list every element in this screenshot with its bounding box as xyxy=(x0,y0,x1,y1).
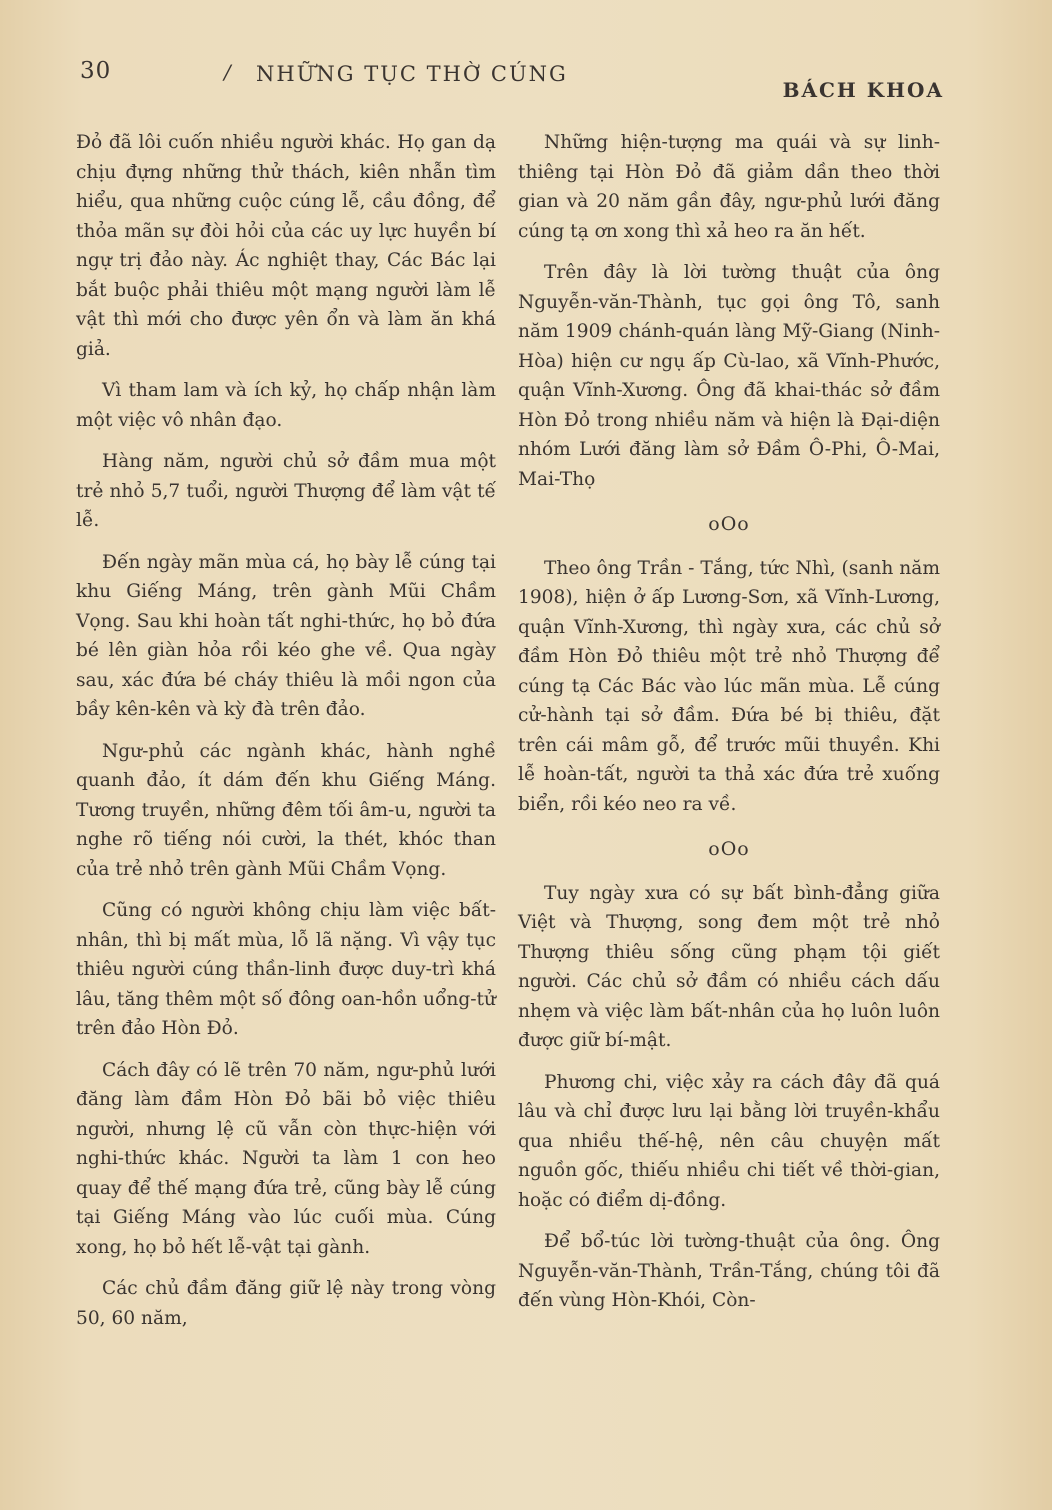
paragraph: Tuy ngày xưa có sự bất bình-đẳng giữa Việt và Thượng, song đem một trẻ nhỏ Thượng thiêu sống cũng phạm tội giết người. Các chủ sở đầm có nhiều cách dấu nhẹm và việc làm bất-nhân của họ luôn luôn được giữ bí-mật. xyxy=(518,882,940,1051)
paragraph: Theo ông Trần - Tắng, tức Nhì, (sanh năm 1908), hiện ở ấp Lương-Sơn, xã Vĩnh-Lương, quận Vĩnh-Xương, thì ngày xưa, các chủ sở đầm Hòn Đỏ thiêu một trẻ nhỏ Thượng để cúng tạ Các Bác vào lúc mãn mùa. Lễ cúng cử-hành tại sở đầm. Đứa bé bị thiêu, đặt trên cái mâm gỗ, để trước mũi thuyền. Khi lễ hoàn-tất, người ta thả xác đứa trẻ xuống biển, rồi kéo neo ra về. xyxy=(518,557,940,815)
right-column xyxy=(518,128,940,1328)
paragraph: Cách đây có lẽ trên 70 năm, ngư-phủ lưới đăng làm đầm Hòn Đỏ bãi bỏ việc thiêu người, nhưng lệ cũ vẫn còn thực-hiện với nghi-thức khác. Người ta làm 1 con heo quay để thế mạng đứa trẻ, cũng bày lễ cúng tại Giếng Máng vào lúc cuối mùa. Cúng xong, họ bỏ hết lễ-vật tại gành. xyxy=(76,1059,496,1258)
paragraph: Các chủ đầm đăng giữ lệ này trong vòng 50, 60 năm, xyxy=(76,1278,496,1329)
paragraph: Trên đây là lời tường thuật của ông Nguyễn-văn-Thành, tục gọi ông Tô, sanh năm 1909 chánh-quán làng Mỹ-Giang (Ninh-Hòa) hiện cư ngụ ấp Cù-lao, xã Vĩnh-Phước, quận Vĩnh-Xương. Ông đã khai-thác sở đầm Hòn Đỏ trong nhiều năm và hiện là Đại-diện nhóm Lưới đăng làm sở Đầm Ô-Phi, Ô-Mai, Mai-Thọ xyxy=(518,262,940,490)
paragraph: Những hiện-tượng ma quái và sự linh-thiêng tại Hòn Đỏ đã giảm dần theo thời gian và 20 năm gần đây, ngư-phủ lưới đăng cúng tạ ơn xong thì xả heo ra ăn hết. xyxy=(518,132,940,242)
paragraph: Phương chi, việc xảy ra cách đây đã quá lâu và chỉ được lưu lại bằng lời truyền-khẩu qua nhiều thế-hệ, nên câu chuyện mất nguồn gốc, thiếu nhiều chi tiết về thời-gian, hoặc có điểm dị-đồng. xyxy=(518,1071,940,1211)
page-number: 30 xyxy=(80,58,112,84)
section-separator: oOo xyxy=(708,838,750,860)
paragraph: Ngư-phủ các ngành khác, hành nghề quanh đảo, ít dám đến khu Giếng Máng. Tương truyền, những đêm tối âm-u, người ta nghe rõ tiếng nói cười, la thét, khóc than của trẻ nhỏ trên gành Mũi Chầm Vọng. xyxy=(76,740,496,880)
paragraph: Cũng có người không chịu làm việc bất-nhân, thì bị mất mùa, lỗ lã nặng. Vì vậy tục thiêu người cúng thần-linh được duy-trì khá lâu, tăng thêm một số đông oan-hồn uổng-tử trên đảo Hòn Đỏ. xyxy=(76,900,496,1039)
paragraph: Đến ngày mãn mùa cá, họ bày lễ cúng tại khu Giếng Máng, trên gành Mũi Chầm Vọng. Sau khi hoàn tất nghi-thức, họ bỏ đứa bé lên giàn hỏa rồi kéo ghe về. Qua ngày sau, xác đứa bé cháy thiêu là mồi ngon của bầy kên-kên và kỳ đà trên đảo. xyxy=(76,551,496,720)
paragraph: Để bổ-túc lời tường-thuật của ông. Ông Nguyễn-văn-Thành, Trần-Tắng, chúng tôi đã đến vùng Hòn-Khói, Còn- xyxy=(518,1231,940,1311)
left-column xyxy=(76,128,496,1345)
page-header xyxy=(78,58,948,102)
paragraph: Vì tham lam và ích kỷ, họ chấp nhận làm một việc vô nhân đạo. xyxy=(76,380,496,431)
journal-name: BÁCH KHOA xyxy=(782,78,944,102)
paragraph: Đỏ đã lôi cuốn nhiều người khác. Họ gan dạ chịu đựng những thử thách, kiên nhẫn tìm hiểu, qua những cuộc cúng lễ, cầu đồng, để thỏa mãn sự đòi hỏi của các uy lực huyền bí ngự trị đảo này. Ác nghiệt thay, Các Bác lại bắt buộc phải thiêu một mạng người làm lễ vật thì mới cho được yên ổn và làm ăn khá giả. xyxy=(76,132,496,360)
section-separator: oOo xyxy=(708,513,750,535)
paragraph: Hàng năm, người chủ sở đầm mua một trẻ nhỏ 5,7 tuổi, người Thượng để làm vật tế lễ. xyxy=(76,451,496,531)
header-separator: / xyxy=(224,60,231,84)
running-title: NHỮNG TỤC THỜ CÚNG xyxy=(256,62,568,86)
